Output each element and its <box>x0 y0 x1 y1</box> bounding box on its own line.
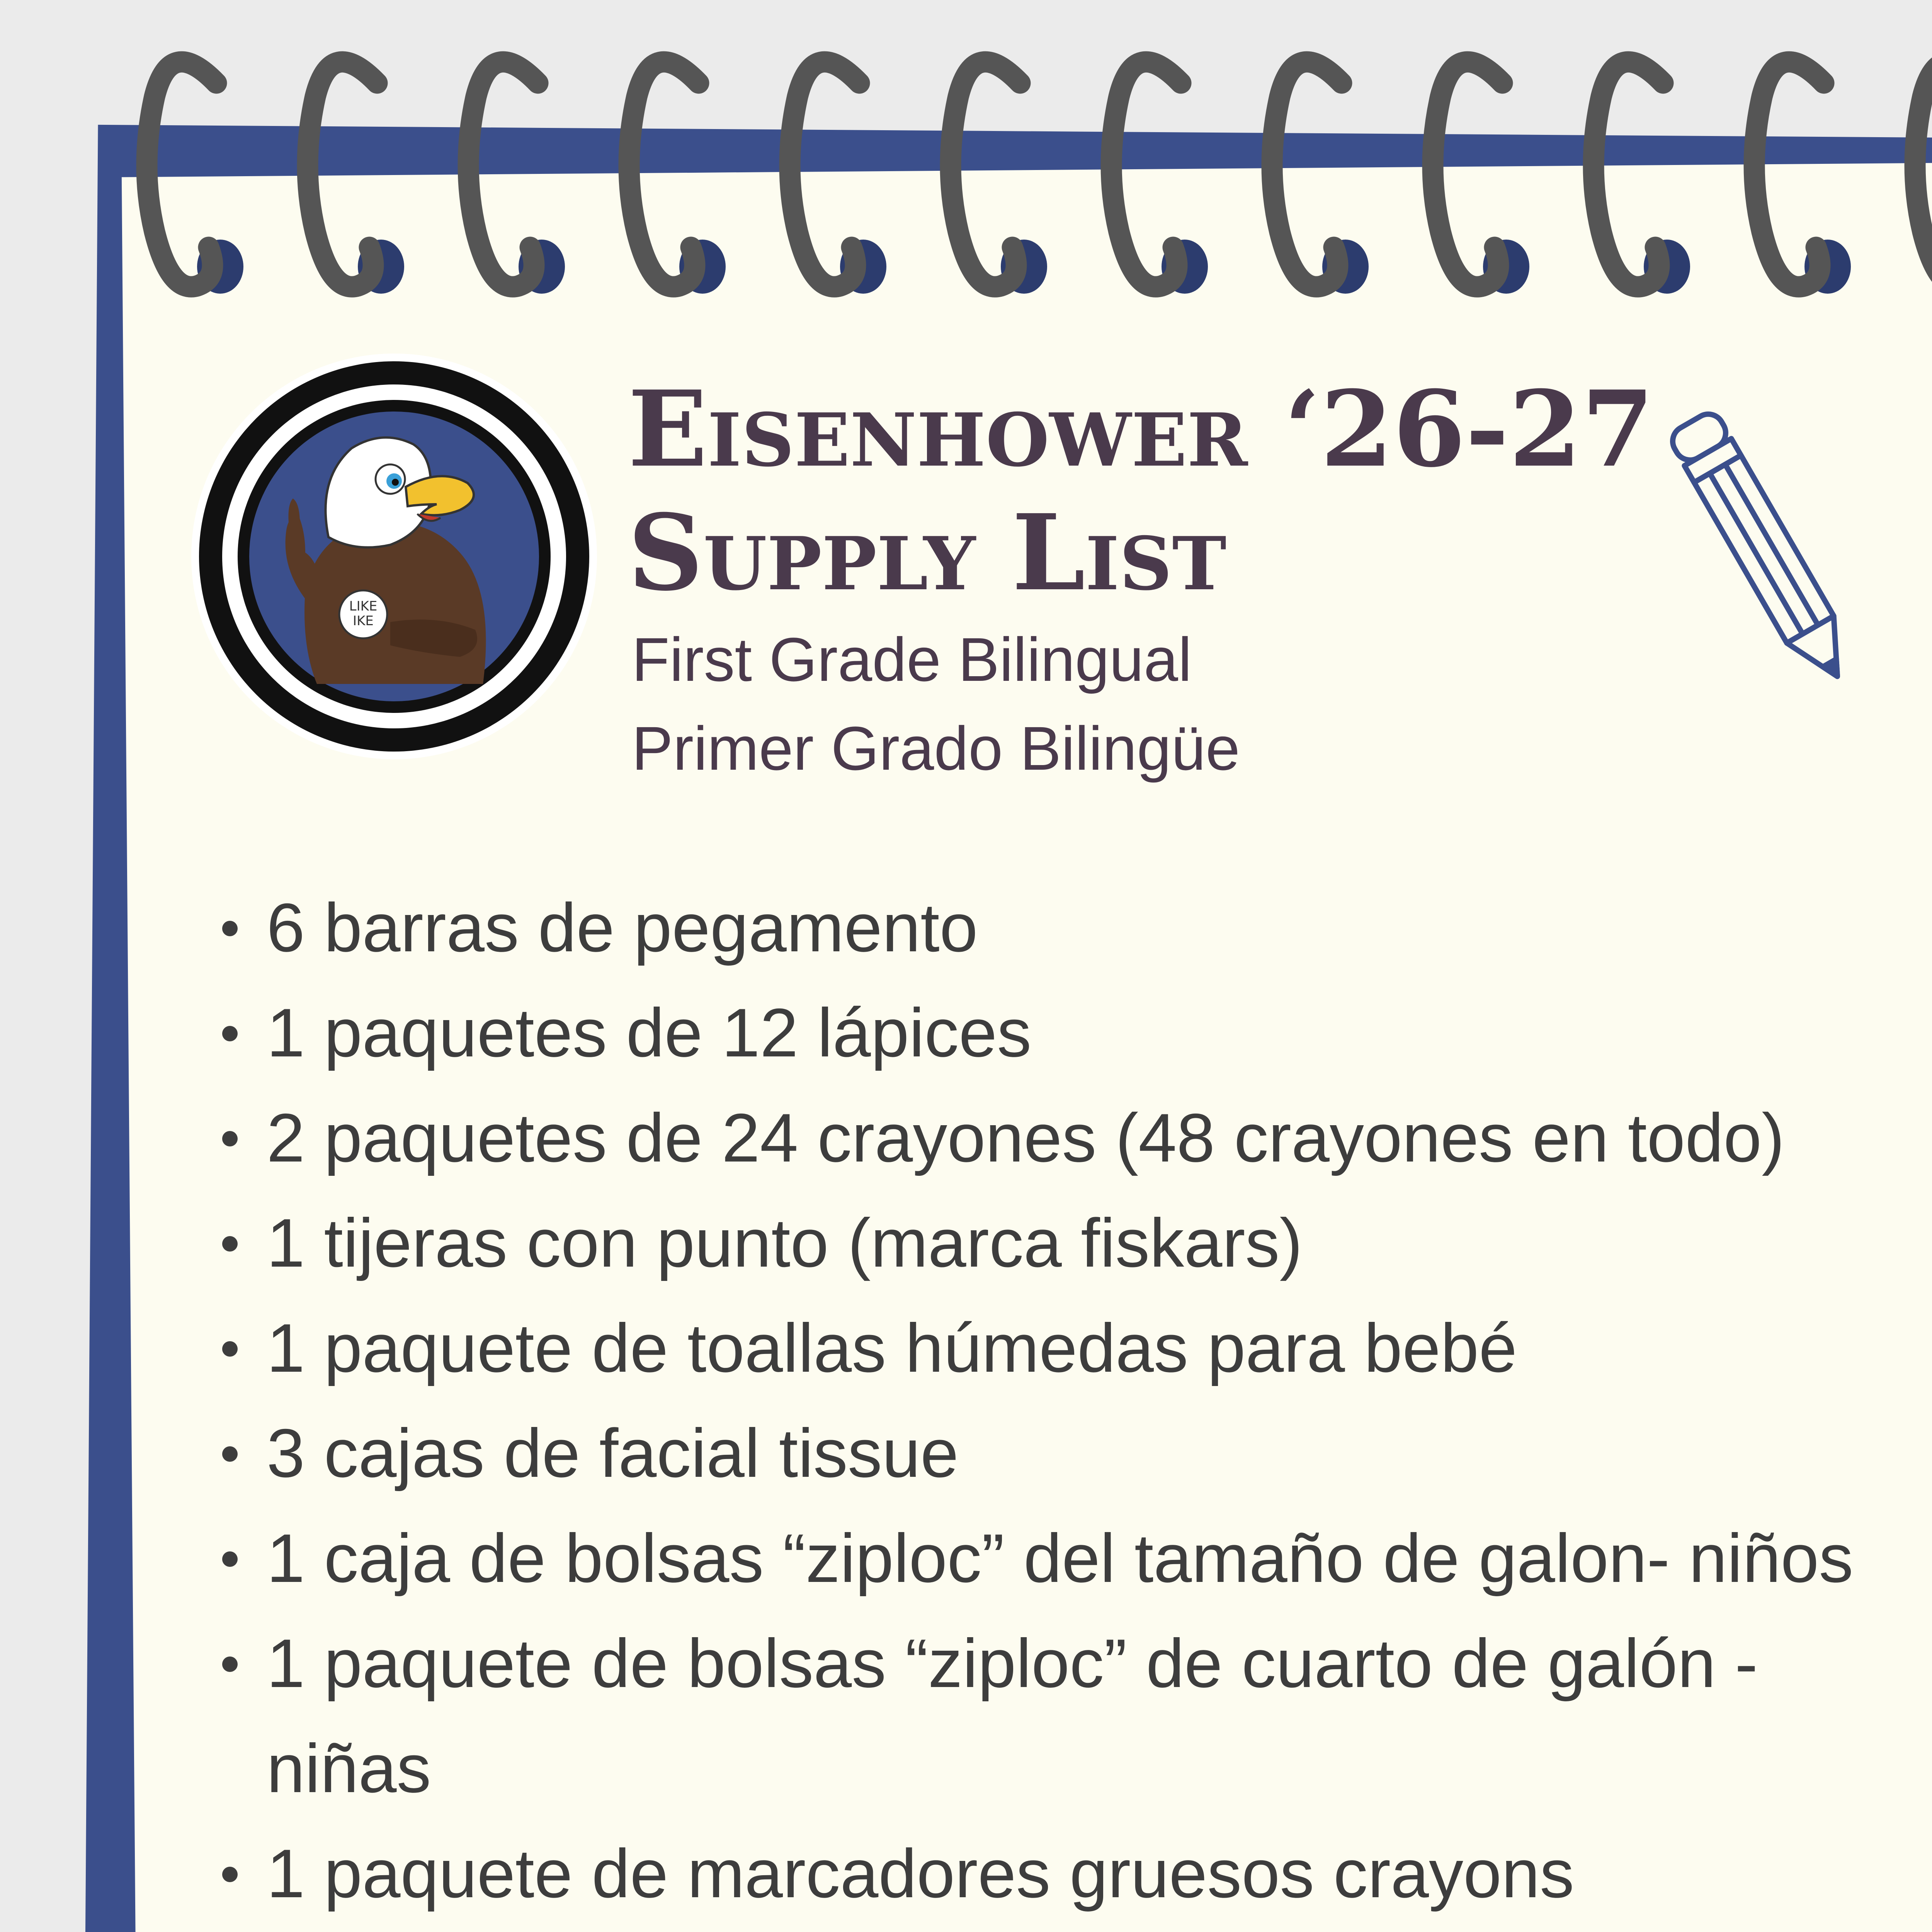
spiral-binding <box>0 0 1932 348</box>
supply-item <box>267 1926 1928 1932</box>
spiral-ring-icon <box>147 62 243 294</box>
supply-item: 3 cajas de facial tissue <box>267 1401 1928 1506</box>
svg-text:LIKE: LIKE <box>349 599 378 614</box>
supply-item: 1 caja de bolsas “ziploc” del tamaño de galon- niños <box>267 1506 1928 1611</box>
spiral-ring-icon <box>951 62 1047 294</box>
supply-item: 1 tijeras con punto (marca fiskars) <box>267 1190 1928 1296</box>
spiral-ring-icon <box>1272 62 1369 294</box>
spiral-ring-icon <box>1433 62 1529 294</box>
spiral-ring-icon <box>1915 62 1932 294</box>
page-title: Eisenhower ‘26-27 Supply List <box>628 367 1654 614</box>
supply-item: 1 paquete de marcadores gruesos crayons <box>267 1821 1928 1926</box>
spiral-ring-icon <box>468 62 565 294</box>
supply-item: 1 paquete de toallas húmedas para bebé <box>267 1296 1928 1401</box>
pencil-icon <box>1658 386 1874 719</box>
supply-item: 6 barras de pegamento <box>267 875 1928 980</box>
eagle-mascot-icon <box>189 352 599 761</box>
spiral-ring-icon <box>1111 62 1208 294</box>
subtitle-english: First Grade Bilingual <box>632 625 1192 694</box>
supply-item: 2 paquetes de 24 crayones (48 crayones en todo) <box>267 1085 1928 1190</box>
svg-text:IKE: IKE <box>353 613 374 629</box>
supply-item: 1 paquete de bolsas “ziploc” de cuarto de galón - niñas <box>267 1611 1928 1821</box>
spiral-ring-icon <box>1754 62 1851 294</box>
subtitle-spanish: Primer Grado Bilingüe <box>632 714 1240 783</box>
spiral-ring-icon <box>790 62 886 294</box>
spiral-ring-icon <box>308 62 404 294</box>
spiral-ring-icon <box>629 62 726 294</box>
spiral-ring-icon <box>1594 62 1690 294</box>
supply-item: 1 paquetes de 12 lápices <box>267 980 1928 1085</box>
supply-list <box>267 875 1928 1932</box>
